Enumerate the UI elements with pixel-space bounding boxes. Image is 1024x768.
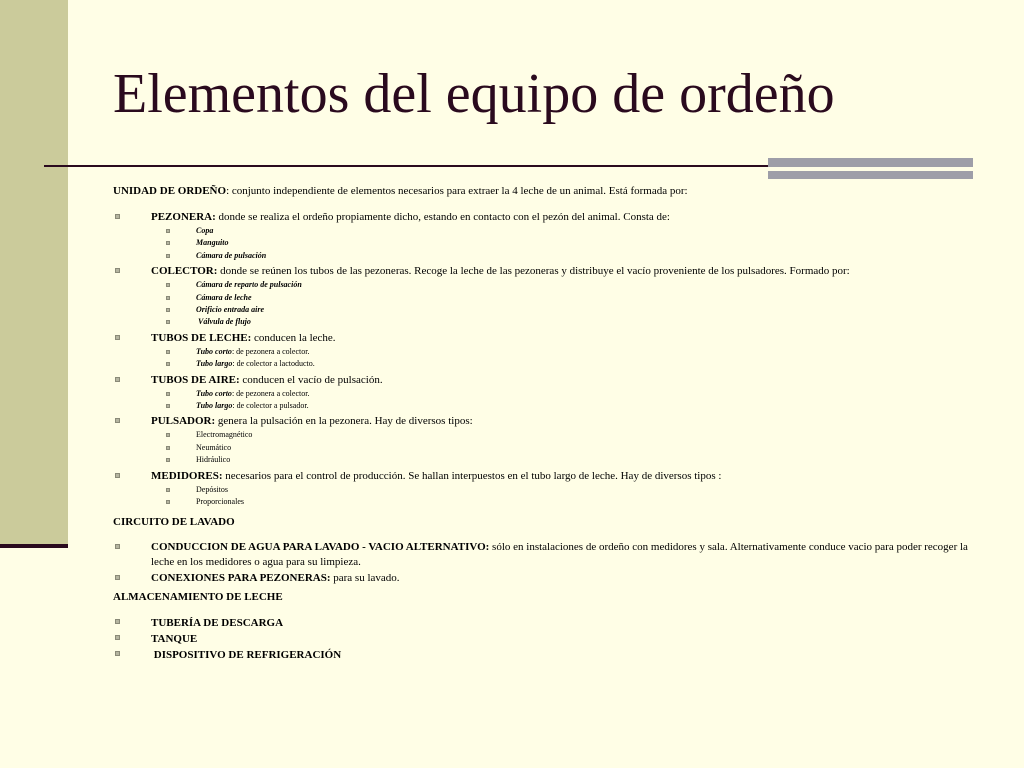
sub-item	[113, 496, 973, 508]
square-bullet-icon	[115, 473, 120, 478]
left-decorative-band	[0, 0, 68, 545]
sub-item-label: Copa	[196, 226, 214, 235]
square-bullet-icon	[166, 488, 170, 492]
square-bullet-icon	[166, 362, 170, 366]
square-bullet-icon	[166, 283, 170, 287]
item-label: PEZONERA:	[151, 211, 216, 223]
item-label: TUBOS DE AIRE:	[151, 373, 240, 386]
slide-title: Elementos del equipo de ordeño	[113, 63, 835, 125]
sub-item-text: : de pezonera a colector.	[231, 346, 310, 356]
item-label: COLECTOR:	[151, 265, 218, 278]
item-text: donde se realiza el ordeño propiamente dicho, estando en contacto con el pezón del animal. Consta de:	[215, 211, 670, 223]
sub-item-label: Orificio entrada aire	[196, 305, 264, 315]
sub-item	[113, 292, 973, 304]
square-bullet-icon	[115, 268, 120, 273]
list-item	[113, 414, 973, 429]
item-label: MEDIDORES:	[151, 469, 223, 482]
sub-item-text: Electromagnético	[196, 430, 253, 440]
unidad-text: : conjunto independiente de elementos necesarios para extraer la 4 leche de un animal. Está formada por:	[226, 185, 688, 197]
list-item	[113, 373, 973, 388]
item-text: conducen el vacío de pulsación.	[239, 373, 383, 386]
sub-item	[113, 442, 973, 454]
sub-item	[113, 484, 973, 496]
item-label: DISPOSITIVO DE REFRIGERACIÓN	[151, 648, 342, 661]
item-label: TANQUE	[151, 632, 198, 645]
sub-item-text: Neumático	[196, 442, 232, 452]
sub-item	[113, 358, 973, 370]
component-medidores	[113, 469, 973, 509]
item-text: conducen la leche.	[251, 331, 336, 344]
square-bullet-icon	[166, 446, 170, 450]
sub-item	[113, 279, 973, 291]
sub-item-label: Tubo largo	[196, 401, 233, 411]
square-bullet-icon	[166, 320, 170, 324]
list-item	[113, 631, 973, 647]
item-text: donde se reúnen los tubos de las pezoneras. Recoge la leche de las pezoneras y distribuye el vacío proveniente de los pulsadores. Formado por:	[217, 265, 850, 278]
sub-item-label: Manguito	[196, 238, 229, 248]
item-label: CONEXIONES PARA PEZONERAS:	[151, 571, 331, 584]
square-bullet-icon	[166, 500, 170, 504]
square-bullet-icon	[115, 619, 120, 624]
item-text: sólo en instalaciones de ordeño con medidores y sala. Alternativamente conduce vacio para poder recoger la leche en los medidores o agua para su limpieza.	[151, 540, 968, 568]
item-label: TUBERÍA DE DESCARGA	[151, 616, 284, 629]
sub-item	[113, 400, 973, 412]
component-tubos-aire	[113, 373, 973, 413]
list-item	[113, 469, 973, 484]
sub-item-label: Cámara de leche	[196, 292, 252, 302]
square-bullet-icon	[115, 335, 120, 340]
square-bullet-icon	[166, 296, 170, 300]
list-item	[113, 647, 973, 663]
unidad-label: UNIDAD DE ORDEÑO	[113, 185, 227, 197]
sub-item-text: : de colector a pulsador.	[232, 401, 309, 411]
square-bullet-icon	[166, 350, 170, 354]
sub-item-label: Tubo corto	[196, 388, 232, 398]
list-item	[113, 540, 973, 570]
sub-item	[113, 225, 973, 237]
sub-item	[113, 250, 973, 262]
sub-item	[113, 304, 973, 316]
sub-item-label: Tubo largo	[196, 359, 233, 369]
sub-item-label: Tubo corto	[196, 346, 232, 356]
sub-item-label: Cámara de pulsación	[196, 250, 267, 260]
title-divider-accent-gap	[768, 167, 973, 171]
square-bullet-icon	[166, 241, 170, 245]
item-text: para su lavado.	[330, 571, 400, 584]
unidad-paragraph	[113, 184, 973, 198]
list-item	[113, 615, 973, 631]
slide-content	[113, 183, 973, 663]
sub-item-label: Válvula de flujo	[196, 317, 251, 327]
sub-item	[113, 316, 973, 328]
component-colector	[113, 264, 973, 329]
square-bullet-icon	[166, 404, 170, 408]
sub-item-text: Hidráulico	[196, 455, 231, 465]
square-bullet-icon	[166, 392, 170, 396]
list-item	[113, 264, 973, 279]
sub-item	[113, 388, 973, 400]
sub-item	[113, 429, 973, 441]
square-bullet-icon	[166, 308, 170, 312]
item-text: necesarios para el control de producción. Se hallan interpuestos en el tubo largo de leche. Hay de diversos tipos :	[222, 469, 722, 482]
sub-item-label: Cámara de reparto de pulsación	[196, 280, 302, 290]
square-bullet-icon	[115, 575, 120, 580]
item-label: PULSADOR:	[151, 415, 216, 428]
list-item	[113, 331, 973, 346]
sub-item	[113, 346, 973, 358]
sub-item	[113, 454, 973, 466]
item-text: genera la pulsación en la pezonera. Hay de diversos tipos:	[215, 415, 473, 428]
item-label: CONDUCCION DE AGUA PARA LAVADO - VACIO ALTERNATIVO:	[151, 540, 490, 553]
square-bullet-icon	[115, 651, 120, 656]
sub-item-text: : de colector a lactoducto.	[232, 359, 315, 369]
list-item	[113, 210, 973, 225]
square-bullet-icon	[166, 254, 170, 258]
square-bullet-icon	[115, 214, 120, 219]
almacenamiento-heading: ALMACENAMIENTO DE LECHE	[113, 590, 283, 603]
square-bullet-icon	[115, 635, 120, 640]
square-bullet-icon	[115, 544, 120, 549]
component-tubos-leche	[113, 331, 973, 371]
title-divider	[44, 165, 768, 167]
square-bullet-icon	[166, 229, 170, 233]
item-label: TUBOS DE LECHE:	[151, 331, 252, 344]
list-item	[113, 571, 973, 586]
square-bullet-icon	[166, 433, 170, 437]
sub-item-text: Proporcionales	[196, 497, 244, 507]
square-bullet-icon	[166, 458, 170, 462]
sub-item-text: : de pezonera a colector.	[231, 388, 310, 398]
left-band-underline	[0, 544, 68, 548]
circuito-heading: CIRCUITO DE LAVADO	[113, 515, 235, 528]
component-pezonera	[113, 210, 973, 262]
sub-item-text: Depósitos	[196, 484, 228, 494]
square-bullet-icon	[115, 377, 120, 382]
component-pulsador	[113, 414, 973, 466]
square-bullet-icon	[115, 418, 120, 423]
sub-item	[113, 237, 973, 249]
